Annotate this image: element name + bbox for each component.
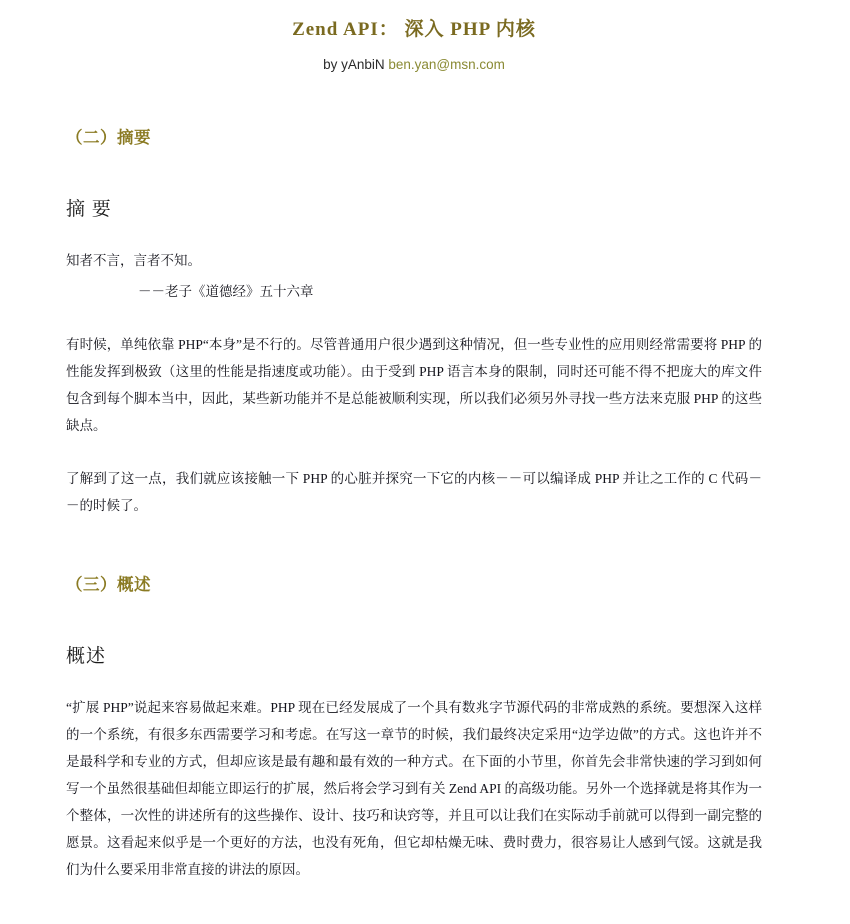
quote-attribution: －－老子《道德经》五十六章: [138, 283, 314, 299]
paragraph: 有时候，单纯依靠 PHP“本身”是不行的。尽管普通用户很少遇到这种情况，但一些专业性的应用则经常需要将 PHP 的性能发挥到极致（这里的性能是指速度或功能）。由于受到 PHP 语言本身的限制，同时还可能不得不把庞大的库文件包含到每个脚本当中，因此，某些新功能并不是总能被顺利实现，所以我们必须另外寻找一些方法来克服 PHP 的这些缺点。: [66, 336, 762, 433]
paragraph: 了解到了这一点，我们就应该接触一下 PHP 的心脏并探究一下它的内核－－可以编译成 PHP 并让之工作的 C 代码－－的时候了。: [66, 470, 762, 513]
byline: [66, 57, 762, 72]
sub-heading-abstract: 摘 要: [66, 198, 112, 220]
byline-author: by yAnbiN: [323, 56, 389, 72]
paragraph: “扩展 PHP”说起来容易做起来难。PHP 现在已经发展成了一个具有数兆字节源代码的非常成熟的系统。要想深入这样的一个系统，有很多东西需要学习和考虑。在写这一章节的时候，我们最终决定采用“边学边做”的方式。这也许并不是最科学和专业的方式，但却应该是最有趣和最有效的一种方式。在下面的小节里，你首先会非常快速的学习到如何写一个虽然很基础但却能立即运行的扩展，然后将会学习到有关 Zend API 的高级功能。另外一个选择就是将其作为一个整体，一次性的讲述所有的这些操作、设计、技巧和诀窍等，并且可以让我们在实际动手前就可以得到一副完整的愿景。这看起来似乎是一个更好的方法，也没有死角，但它却枯燥无味、费时费力，很容易让人感到气馁。这就是我们为什么要采用非常直接的讲法的原因。: [66, 699, 762, 877]
section-heading-overview: （三）概述: [66, 574, 151, 594]
byline-email: ben.yan@msn.com: [388, 56, 505, 72]
page-title: Zend API： 深入 PHP 内核: [292, 19, 536, 40]
section-heading-abstract: （二）摘要: [66, 127, 151, 147]
quote-line: 知者不言，言者不知。: [66, 252, 201, 268]
sub-heading-overview: 概述: [66, 645, 107, 667]
